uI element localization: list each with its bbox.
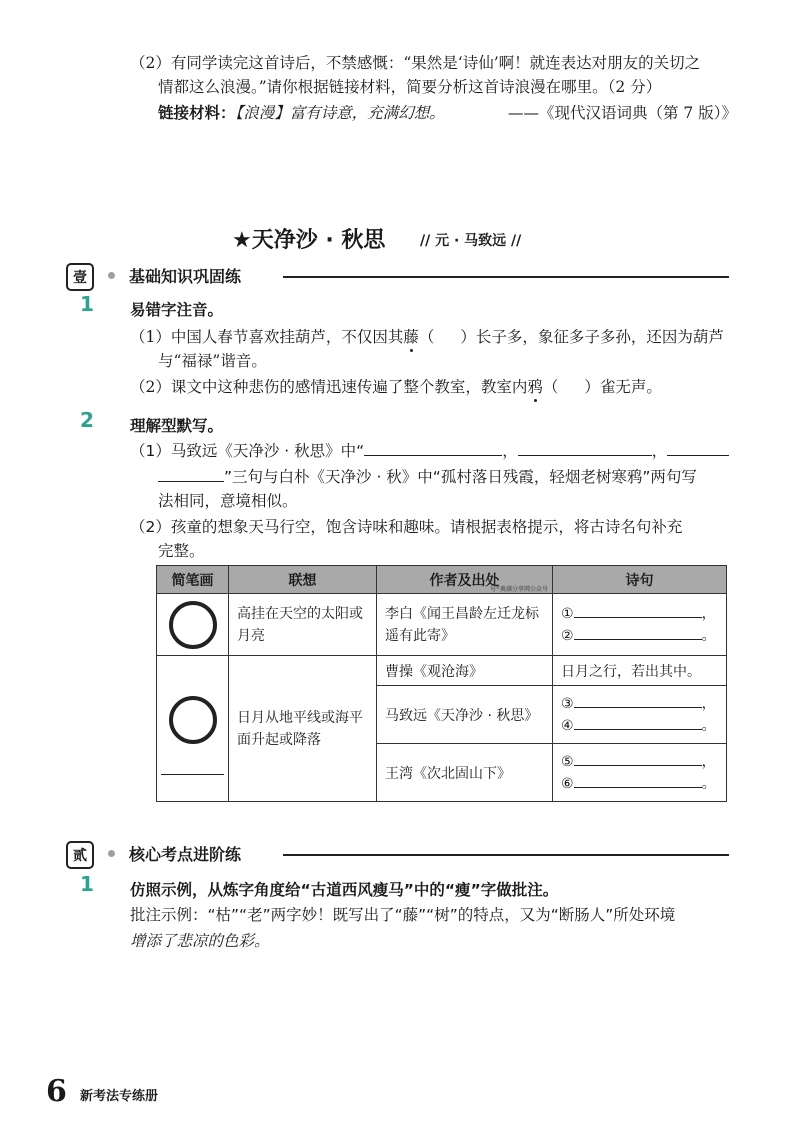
sketch-cell (157, 594, 229, 656)
prev-q2-line2: 情都这么浪漫。”请你根据链接材料，简要分析这首诗浪漫在哪里。（2 分） (158, 78, 662, 96)
table-header: 作者及出处 号“奥满分享网公众号 (377, 566, 553, 594)
section1-badge: 壹 (66, 263, 94, 291)
verse-blank-2[interactable] (574, 625, 702, 640)
prev-q2-line1: （2）有同学读完这首诗后，不禁感慨：“果然是‘诗仙’啊！就连表达对朋友的关切之 (130, 54, 701, 72)
section2-dot (108, 850, 115, 857)
source-cell: 王湾《次北固山下》 (377, 744, 553, 802)
dictation-blank-3-cont[interactable] (158, 466, 224, 482)
section1-rule (283, 276, 729, 278)
s1-q2-line5: 完整。 (158, 542, 205, 560)
table-row (157, 594, 727, 656)
section2-badge: 贰 (66, 841, 94, 869)
link-material-source: ——《现代汉语词典（第 7 版）》 (508, 104, 737, 122)
link-material-text: 【浪漫】富有诗意，充满幻想。 (235, 104, 445, 122)
section2-rule (283, 854, 729, 856)
poem-author: // 元 · 马致远 // (420, 233, 522, 249)
circle-sketch-icon (169, 601, 217, 649)
verse-blank-6[interactable] (574, 773, 702, 788)
link-material-label: 链接材料： (158, 104, 236, 122)
s1-q2-title: 理解型默写。 (130, 417, 224, 435)
verse-cell: ⑤ ， ⑥ 。 (553, 744, 727, 802)
verse-cell: 日月之行，若出其中。 (553, 656, 727, 686)
verse-blank-3[interactable] (574, 693, 702, 708)
s1-q2-number: 2 (80, 408, 94, 432)
s1-q1-line2: 与“福禄”谐音。 (158, 352, 267, 370)
table-row (157, 656, 727, 686)
table-header: 联想 (229, 566, 377, 594)
source-cell: 李白《闻王昌龄左迁龙标遥有此寄》 (377, 594, 553, 656)
verse-blank-5[interactable] (574, 751, 702, 766)
s1-q1-line1: （1）中国人春节喜欢挂葫芦，不仅因其藤（ ）长子多，象征多子多孙，还因为葫芦 (130, 328, 724, 346)
source-cell: 马致远《天净沙 · 秋思》 (377, 686, 553, 744)
section1-title: 基础知识巩固练 (129, 267, 242, 286)
verse-blank-1[interactable] (574, 603, 702, 618)
poem-title: ★天净沙 · 秋思 (232, 228, 386, 253)
verse-blank-4[interactable] (574, 715, 702, 730)
page-number: 6 (46, 1074, 67, 1109)
s2-q1-number: 1 (80, 872, 94, 896)
s1-q1-line3: （2）课文中这种悲伤的感情迅速传遍了整个教室，教室内鸦（ ）雀无声。 (130, 378, 662, 396)
section1-dot (108, 272, 115, 279)
verse-cell: ① ， ② 。 (553, 594, 727, 656)
table-header: 简笔画 (157, 566, 229, 594)
s1-q2-line4: （2）孩童的想象天马行空，饱含诗味和趣味。请根据表格提示，将古诗名句补充 (130, 518, 683, 536)
poem-table (156, 565, 727, 802)
dictation-blank-2[interactable] (518, 440, 652, 456)
verse-cell: ③ ， ④ 。 (553, 686, 727, 744)
link-material (158, 102, 445, 124)
s2-q1-line2: 增添了悲凉的色彩。 (130, 932, 270, 950)
s1-q1-number: 1 (80, 292, 94, 316)
dictation-blank-3[interactable] (667, 440, 729, 456)
watermark-text: 号“奥满分享网公众号 (490, 586, 548, 593)
dictation-blank-1[interactable] (364, 440, 502, 456)
s1-q2-line2: ”三句与白朴《天净沙 · 秋》中“孤村落日残霞，轻烟老树寒鸦”两句写 (158, 466, 697, 488)
table-header: 诗句 (553, 566, 727, 594)
sketch-cell (157, 656, 229, 802)
s1-q2-line1: （1）马致远《天净沙 · 秋思》中“ ， ， (130, 440, 729, 462)
s1-q1-title: 易错字注音。 (130, 301, 224, 319)
dotted-char-teng: 藤 (403, 328, 419, 346)
association-cell: 高挂在天空的太阳或月亮 (229, 594, 377, 656)
horizon-line (161, 774, 224, 775)
dotted-char-ya: 鸦 (527, 378, 543, 396)
source-cell: 曹操《观沧海》 (377, 656, 553, 686)
section2-title: 核心考点进阶练 (129, 845, 242, 864)
s2-q1-title: 仿照示例，从炼字角度给“古道西风瘦马”中的“瘦”字做批注。 (130, 881, 559, 899)
s1-q2-line3: 法相同，意境相似。 (158, 492, 298, 510)
association-cell: 日月从地平线或海平面升起或降落 (229, 656, 377, 802)
table-header-row (157, 566, 727, 594)
circle-sketch-icon (169, 696, 217, 744)
book-title: 新考法专练册 (80, 1089, 159, 1104)
s2-q1-line1: 批注示例：“枯”“老”两字妙！既写出了“藤”“树”的特点，又为“断肠人”所处环境 (130, 906, 676, 924)
